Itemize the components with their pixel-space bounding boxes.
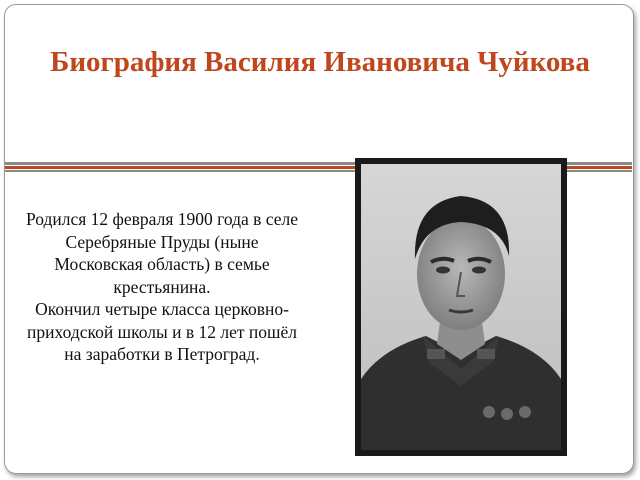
- paragraph-birth: Родился 12 февраля 1900 года в селе Серебряные Пруды (ныне Московская область) в семье крестьянина.: [25, 209, 299, 297]
- paragraph-education: Окончил четыре класса церковно-приходской школы и в 12 лет пошёл на заработки в Петроград.: [27, 299, 297, 364]
- portrait-photo: [361, 164, 561, 450]
- biography-text: [22, 208, 302, 366]
- slide-title: Биография Василия Ивановича Чуйкова: [50, 46, 590, 78]
- portrait-photo-frame: [355, 158, 567, 456]
